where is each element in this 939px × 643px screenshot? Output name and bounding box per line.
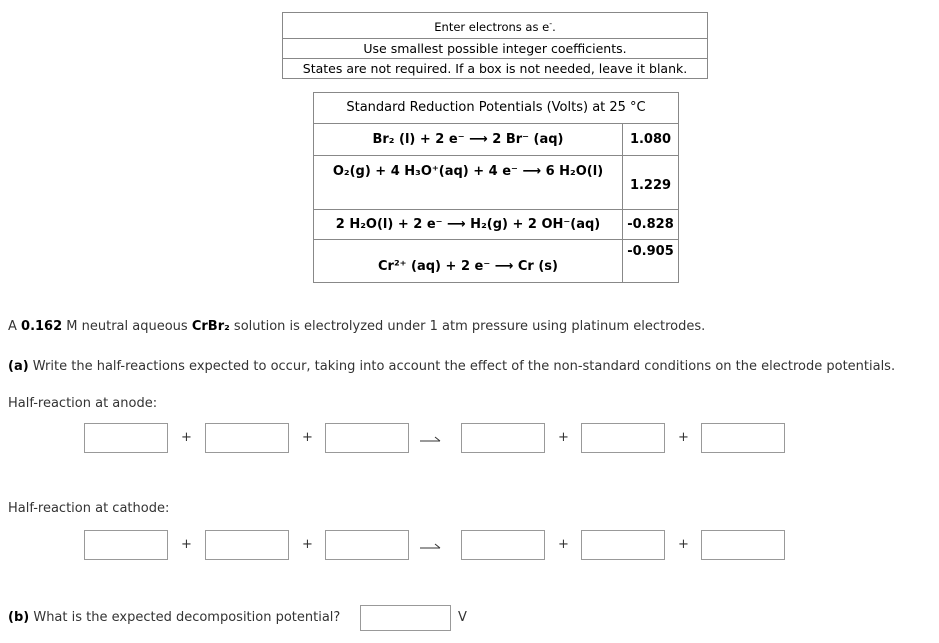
- reaction-cell: O₂(g) + 4 H₃O⁺(aq) + 4 e⁻ ⟶ 6 H₂O(l): [314, 156, 623, 209]
- potential-cell: 1.080: [629, 132, 672, 147]
- part-a-question: (a) Write the half-reactions expected to occur, taking into account the effect of the non-standard conditions on the electrode potentials.: [8, 359, 896, 374]
- table-row: [314, 210, 678, 240]
- potential-cell: 1.229: [629, 178, 672, 193]
- cathode-input-3[interactable]: [325, 530, 409, 560]
- instructions-box: [282, 12, 708, 79]
- cathode-input-1[interactable]: [84, 530, 168, 560]
- reduction-potentials-table: [313, 92, 679, 283]
- plus-sign: +: [558, 430, 569, 445]
- instruction-coefficients: Use smallest possible integer coefficients.: [283, 39, 707, 59]
- plus-sign: +: [181, 430, 192, 445]
- reaction-cell: Cr²⁺ (aq) + 2 e⁻ ⟶ Cr (s): [314, 240, 623, 282]
- unit-label: V: [458, 610, 467, 625]
- problem-intro: A 0.162 M neutral aqueous CrBr₂ solution is electrolyzed under 1 atm pressure using platinum electrodes.: [8, 319, 706, 334]
- anode-input-2[interactable]: [205, 423, 289, 453]
- anode-input-1[interactable]: [84, 423, 168, 453]
- plus-sign: +: [558, 537, 569, 552]
- part-b-question: (b) What is the expected decomposition potential?: [8, 610, 341, 625]
- cathode-input-6[interactable]: [701, 530, 785, 560]
- reaction-arrow-icon: [420, 541, 442, 551]
- plus-sign: +: [181, 537, 192, 552]
- cathode-label: Half-reaction at cathode:: [8, 501, 170, 516]
- anode-input-4[interactable]: [461, 423, 545, 453]
- plus-sign: +: [678, 430, 689, 445]
- anode-input-5[interactable]: [581, 423, 665, 453]
- table-row: [314, 156, 678, 210]
- decomposition-potential-input[interactable]: [360, 605, 451, 631]
- instruction-states: States are not required. If a box is not needed, leave it blank.: [302, 60, 688, 76]
- table-title: Standard Reduction Potentials (Volts) at 25 °C: [314, 93, 678, 124]
- plus-sign: +: [302, 430, 313, 445]
- cathode-input-5[interactable]: [581, 530, 665, 560]
- anode-label: Half-reaction at anode:: [8, 396, 158, 411]
- anode-input-3[interactable]: [325, 423, 409, 453]
- plus-sign: +: [302, 537, 313, 552]
- cathode-input-2[interactable]: [205, 530, 289, 560]
- potential-cell: -0.828: [627, 217, 674, 232]
- table-row: [314, 124, 678, 156]
- instruction-electrons: Enter electrons as e-.: [283, 13, 707, 39]
- table-row: [314, 240, 678, 282]
- potential-cell: -0.905: [627, 244, 674, 259]
- cathode-input-4[interactable]: [461, 530, 545, 560]
- reaction-cell: 2 H₂O(l) + 2 e⁻ ⟶ H₂(g) + 2 OH⁻(aq): [314, 210, 623, 239]
- reaction-arrow-icon: [420, 434, 442, 444]
- reaction-cell: Br₂ (l) + 2 e⁻ ⟶ 2 Br⁻ (aq): [314, 124, 623, 155]
- anode-input-6[interactable]: [701, 423, 785, 453]
- plus-sign: +: [678, 537, 689, 552]
